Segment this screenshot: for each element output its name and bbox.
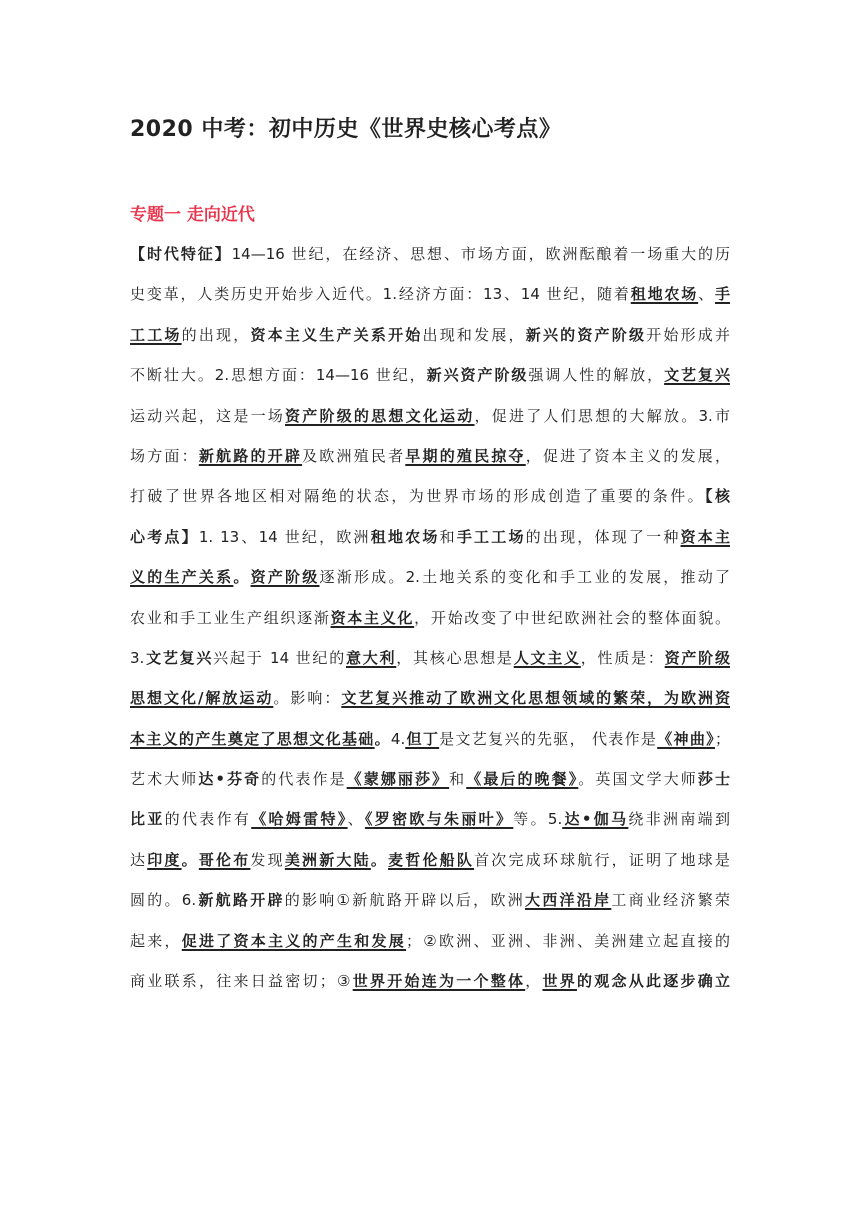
- key-term: 。: [181, 850, 199, 869]
- text-line: [130, 961, 730, 1001]
- text-run: ，促进了资本主义的发展，: [525, 446, 730, 465]
- key-term: 手: [714, 285, 730, 304]
- text-line: [130, 274, 730, 314]
- key-term: 人文主义: [513, 648, 581, 667]
- key-term: 印度: [147, 850, 182, 869]
- text-run: ，开始改变了中世纪欧洲社会的整体面貌。: [414, 608, 730, 627]
- text-run: 不断壮大。2.思想方面：14—16 世纪，: [130, 366, 427, 385]
- text-run: 达: [130, 850, 148, 869]
- text-run: 、: [698, 285, 715, 304]
- text-run: 和: [449, 770, 467, 789]
- text-run: 等。5.: [513, 810, 563, 829]
- key-term: 新兴资产阶级: [426, 366, 529, 385]
- key-term: 《神曲》: [657, 729, 715, 748]
- key-term: 比亚: [130, 810, 165, 829]
- text-run: ，其核心思想是: [396, 648, 514, 667]
- key-term: 世界开始连为一个整体: [352, 972, 526, 991]
- text-line: [130, 921, 730, 961]
- text-line: [130, 840, 730, 880]
- text-run: 运动兴起，这是一场: [130, 406, 286, 425]
- key-term: 但丁: [405, 729, 440, 748]
- key-term: 【时代特征】: [130, 245, 232, 263]
- key-term: 《哈姆雷特》: [251, 810, 348, 829]
- key-term: 新航路的开辟: [198, 446, 303, 465]
- key-term: 大西洋沿岸: [524, 891, 612, 910]
- key-term: 文艺复兴: [664, 366, 730, 385]
- key-term: 工工场: [130, 325, 182, 344]
- text-run: ，性质是：: [580, 648, 665, 667]
- key-term: 。: [233, 568, 251, 587]
- text-run: 起来，: [130, 931, 182, 950]
- key-term: 租地农场: [630, 285, 699, 304]
- key-term: 租地农场: [370, 527, 440, 546]
- text-run: 艺术大师: [130, 770, 199, 789]
- text-run: 兴起于 14 世纪的: [213, 648, 346, 667]
- key-term: 《蒙娜丽莎》: [346, 770, 450, 789]
- text-run: 14—16 世纪，在经济、思想、市场方面，欧洲酝酿着一场重大的历: [231, 245, 730, 263]
- key-term: 资产阶级的思想文化运动: [285, 406, 475, 425]
- key-term: 文艺复兴推动了欧洲文化思想领域的繁荣，为欧洲资: [341, 689, 730, 708]
- key-term: 哥伦布: [198, 850, 251, 869]
- text-run: 开始形成并: [646, 325, 730, 344]
- text-run: 史变革，人类历史开始步入近代。1.经济方面：13、14 世纪，随着: [130, 285, 631, 304]
- key-term: 【核: [705, 487, 730, 506]
- text-run: 工商业经济繁荣: [611, 891, 730, 910]
- key-term: 世界: [542, 972, 577, 991]
- text-run: 圆的。6.: [130, 891, 197, 910]
- text-line: [130, 557, 730, 597]
- key-term: 新兴的资产阶级: [525, 325, 647, 344]
- key-term: 资产阶级: [664, 648, 730, 667]
- text-line: [130, 315, 730, 355]
- text-run: 的出现，体现了一种: [525, 527, 681, 546]
- text-run: 首次完成环球航行，证明了地球是: [474, 850, 730, 869]
- text-run: 逐渐形成。2.土地关系的变化和手工业的发展，推动了: [319, 568, 730, 587]
- text-line: [130, 436, 730, 476]
- text-run: 出现和发展，: [422, 325, 526, 344]
- key-term: 《罗密欧与朱丽叶》: [364, 810, 514, 829]
- key-term: 莎士: [697, 770, 730, 789]
- key-term: 新航路开辟: [196, 891, 285, 910]
- text-line: [130, 719, 730, 759]
- text-line: [130, 678, 730, 718]
- text-run: 、: [347, 810, 365, 829]
- text-run: 。影响：: [273, 689, 342, 708]
- text-run: 3.: [130, 648, 145, 667]
- text-run: 和: [439, 527, 457, 546]
- text-run: 强调人性的解放，: [528, 366, 665, 385]
- text-run: 的代表作有: [164, 810, 252, 829]
- key-term: 资本主义生产关系开始: [250, 325, 423, 344]
- text-run: 4.: [390, 729, 406, 748]
- key-term: 资本主义化: [330, 608, 415, 627]
- text-run: 发现: [250, 850, 285, 869]
- text-line: [130, 759, 730, 799]
- text-line: [130, 234, 730, 274]
- key-term: 思想文化/解放运动: [130, 689, 274, 708]
- body-text: [130, 234, 730, 1001]
- text-line: [130, 517, 730, 557]
- text-run: 场方面：: [130, 446, 199, 465]
- text-run: ；: [714, 729, 730, 748]
- key-term: 手工工场: [456, 527, 526, 546]
- text-run: 打破了世界各地区相对隔绝的状态，为世界市场的形成创造了重要的条件。: [130, 487, 706, 506]
- text-line: [130, 799, 730, 839]
- key-term: 的观念从此逐步确立: [576, 972, 730, 991]
- key-term: 心考点】: [130, 527, 199, 546]
- text-run: 农业和手工业生产组织逐渐: [130, 608, 331, 627]
- text-run: ，: [525, 972, 543, 991]
- key-term: 《最后的晚餐》: [466, 770, 579, 789]
- text-line: [130, 396, 730, 436]
- key-term: 麦哲伦船队: [388, 850, 475, 869]
- text-line: [130, 638, 730, 678]
- key-term: 促进了资本主义的产生和发展: [181, 931, 407, 950]
- text-run: ，促进了人们思想的大解放。3.市: [474, 406, 730, 425]
- text-run: 的影响①新航路开辟以后，欧洲: [284, 891, 525, 910]
- key-term: 义的生产关系: [130, 568, 234, 587]
- page-title: 2020 中考：初中历史《世界史核心考点》: [130, 117, 562, 142]
- text-line: [130, 598, 730, 638]
- text-run: 商业联系，往来日益密切；③: [130, 972, 353, 991]
- key-term: 。: [374, 729, 391, 748]
- key-term: 达•伽马: [562, 810, 629, 829]
- key-term: 达•芬奇: [198, 770, 262, 789]
- key-term: 早期的殖民掠夺: [405, 446, 526, 465]
- text-run: 的出现，: [181, 325, 251, 344]
- text-run: ；②欧洲、亚洲、非洲、美洲建立起直接的: [406, 931, 730, 950]
- section-heading: 专题一 走向近代: [130, 205, 255, 225]
- text-run: 及欧洲殖民者: [302, 446, 406, 465]
- text-run: 的代表作是: [261, 770, 347, 789]
- text-run: 是文艺复兴的先驱， 代表作是: [439, 729, 658, 748]
- text-run: 绕非洲南端到: [628, 810, 730, 829]
- key-term: 。: [370, 850, 389, 869]
- key-term: 资本主: [680, 527, 730, 546]
- key-term: 美洲新大陆: [284, 850, 371, 869]
- key-term: 资产阶级: [250, 568, 320, 587]
- text-line: [130, 355, 730, 395]
- key-term: 意大利: [345, 648, 397, 667]
- key-term: 本主义的产生奠定了思想文化基础: [130, 729, 375, 748]
- text-run: 1. 13、14 世纪，欧洲: [198, 527, 371, 546]
- text-line: [130, 476, 730, 516]
- key-term: 文艺复兴: [144, 648, 214, 667]
- text-line: [130, 880, 730, 920]
- text-run: 。英国文学大师: [578, 770, 698, 789]
